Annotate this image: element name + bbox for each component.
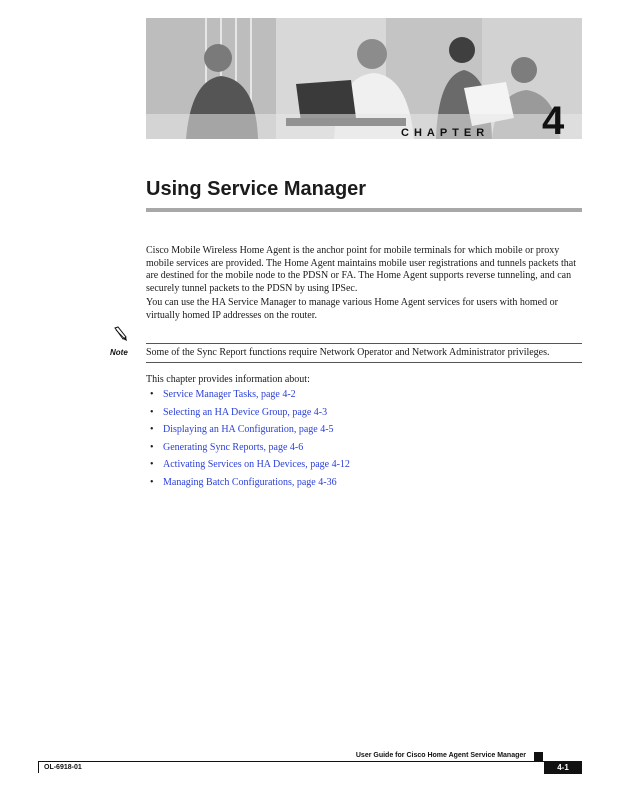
link-managing-batch-configurations[interactable]: Managing Batch Configurations, page 4-36 — [163, 476, 337, 488]
page-number: 4-1 — [544, 762, 582, 774]
footer-guide-title: User Guide for Cisco Home Agent Service Manager — [355, 752, 526, 759]
list-item — [146, 477, 350, 495]
link-displaying-ha-configuration[interactable]: Displaying an HA Configuration, page 4-5 — [163, 424, 334, 436]
footer-marker — [534, 752, 543, 761]
service-manager-paragraph: You can use the HA Service Manager to manage various Home Agent services for users with homed or virtually homed IP addresses on the router. — [146, 297, 558, 321]
pencil-icon — [112, 326, 128, 344]
link-selecting-ha-device-group[interactable]: Selecting an HA Device Group, page 4-3 — [163, 406, 328, 418]
note-text: Some of the Sync Report functions require Network Operator and Network Administrator privileges. — [146, 347, 550, 358]
bullet-icon: • — [150, 476, 154, 488]
footer-doc-number: OL-6918-01 — [44, 764, 82, 771]
list-item — [146, 407, 350, 425]
bullet-icon: • — [150, 389, 154, 400]
list-item — [146, 424, 350, 442]
bullet-icon: • — [150, 424, 154, 436]
list-item — [146, 459, 350, 477]
title-rule — [146, 208, 582, 212]
note-rule-top — [146, 343, 582, 344]
page-title: Using Service Manager — [146, 178, 367, 200]
chapter-banner-photo — [146, 18, 582, 143]
footer-tick — [38, 761, 39, 773]
list-item — [146, 389, 350, 407]
chapter-label: CHAPTER — [401, 127, 490, 139]
intro-paragraph: Cisco Mobile Wireless Home Agent is the anchor point for mobile terminals for which mobile or proxy mobile services are provided. The Home Agent maintains mobile user registrations and tunnels packets that are destined for the mobile node to the PDSN or FA. The Home Agent supports reverse tunneling, and can securely tunnel packets to the PDSN by using IPSec. — [146, 245, 576, 294]
link-service-manager-tasks[interactable]: Service Manager Tasks, page 4-2 — [163, 389, 296, 400]
list-intro: This chapter provides information about: — [146, 374, 310, 385]
note-rule-bottom — [146, 362, 582, 363]
link-activating-services[interactable]: Activating Services on HA Devices, page 4-12 — [163, 459, 350, 471]
bullet-icon: • — [150, 441, 154, 453]
bullet-icon: • — [150, 459, 154, 471]
note-label: Note — [110, 348, 128, 357]
bullet-icon: • — [150, 406, 154, 418]
topic-list — [146, 389, 350, 495]
footer-rule — [38, 761, 582, 762]
list-item — [146, 442, 350, 460]
chapter-number: 4 — [542, 99, 565, 143]
link-generating-sync-reports[interactable]: Generating Sync Reports, page 4-6 — [163, 441, 304, 453]
